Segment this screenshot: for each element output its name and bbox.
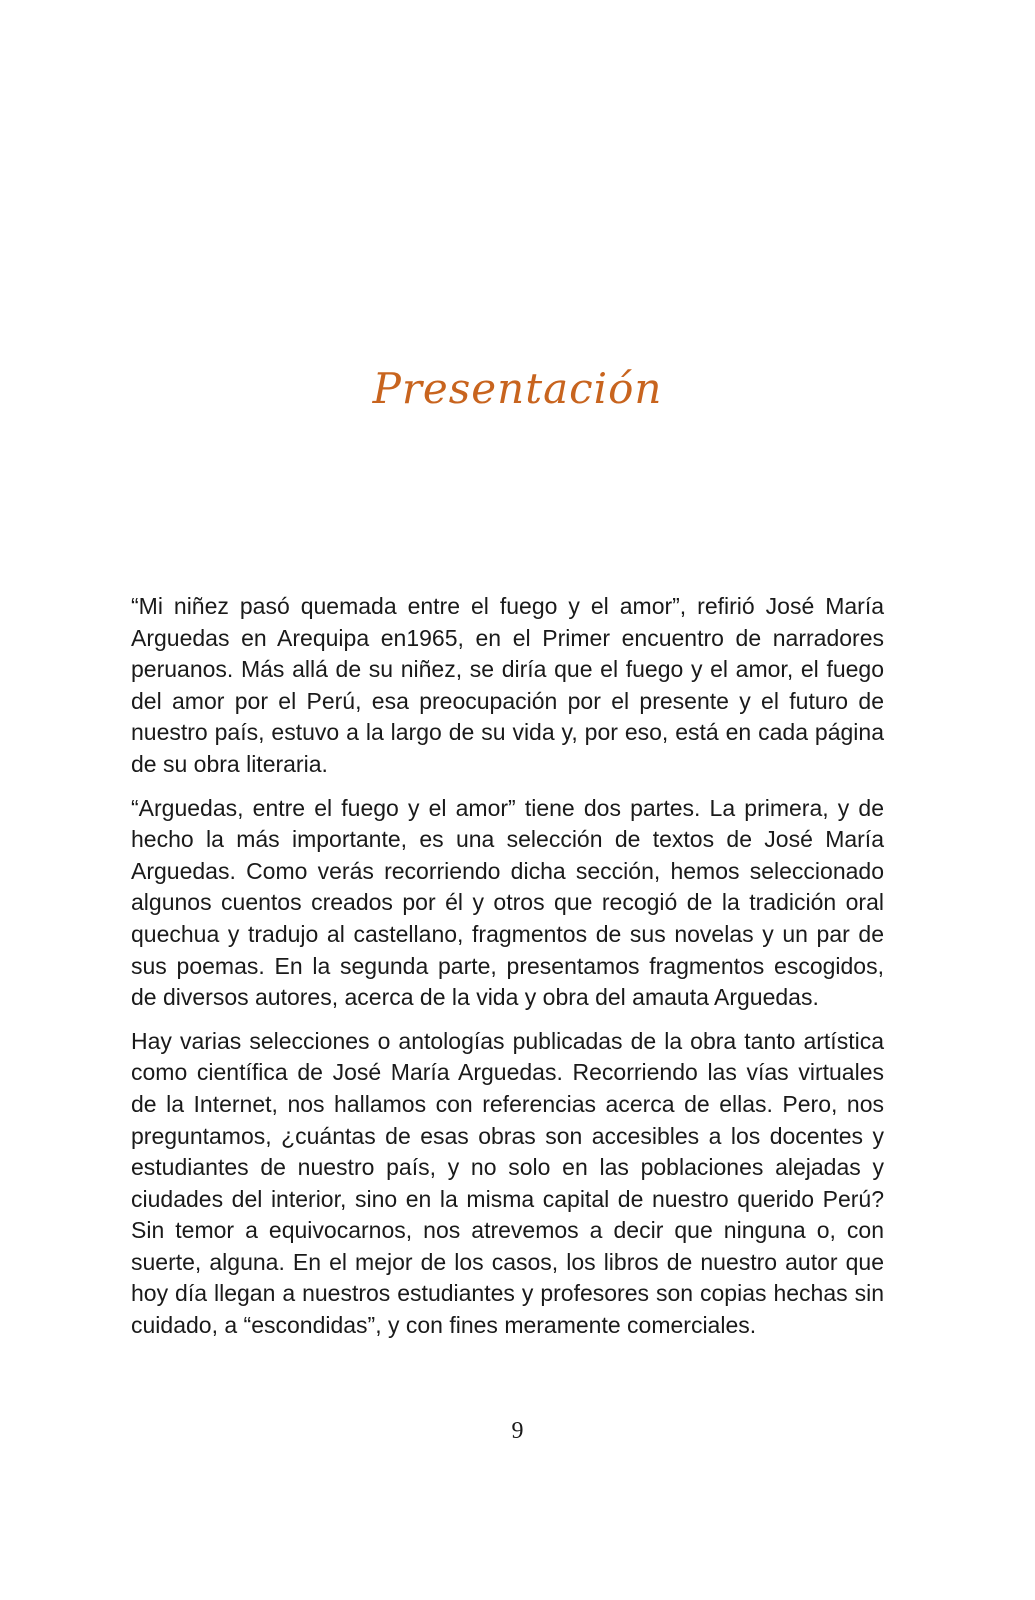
body-text xyxy=(131,591,884,1354)
paragraph-3: Hay varias selecciones o antologías publicadas de la obra tanto artística como científica de José María Arguedas. Recorriendo las vías virtuales de la Internet, nos hallamos con referencias acerca de ellas. Pero, nos preguntamos, ¿cuántas de esas obras son accesibles a los docentes y estudiantes de nuestro país, y no solo en las poblaciones alejadas y ciudades del interior, sino en la misma capital de nuestro querido Perú? Sin temor a equivocarnos, nos atrevemos a decir que ninguna o, con suerte, alguna. En el mejor de los casos, los libros de nuestro autor que hoy día llegan a nuestros estudiantes y profesores son copias hechas sin cuidado, a “escondidas”, y con fines meramente comerciales. xyxy=(131,1027,884,1339)
paragraph-2: “Arguedas, entre el fuego y el amor” tiene dos partes. La primera, y de hecho la más importante, es una selección de textos de José María Arguedas. Como verás recorriendo dicha sección, hemos seleccionado algunos cuentos creados por él y otros que recogió de la tradición oral quechua y tradujo al castellano, fragmentos de sus novelas y un par de sus poemas. En la segunda parte, presentamos fragmentos escogidos, de diversos autores, acerca de la vida y obra del amauta Arguedas. xyxy=(131,794,884,1011)
page-number: 9 xyxy=(511,1418,524,1444)
page-title: Presentación xyxy=(372,364,663,413)
paragraph-1: “Mi niñez pasó quemada entre el fuego y el amor”, refirió José María Arguedas en Arequipa en1965, en el Primer encuentro de narradores peruanos. Más allá de su niñez, se diría que el fuego y el amor, el fuego del amor por el Perú, esa preocupación por el presente y el futuro de nuestro país, estuvo a la largo de su vida y, por eso, está en cada página de su obra literaria. xyxy=(131,593,884,777)
